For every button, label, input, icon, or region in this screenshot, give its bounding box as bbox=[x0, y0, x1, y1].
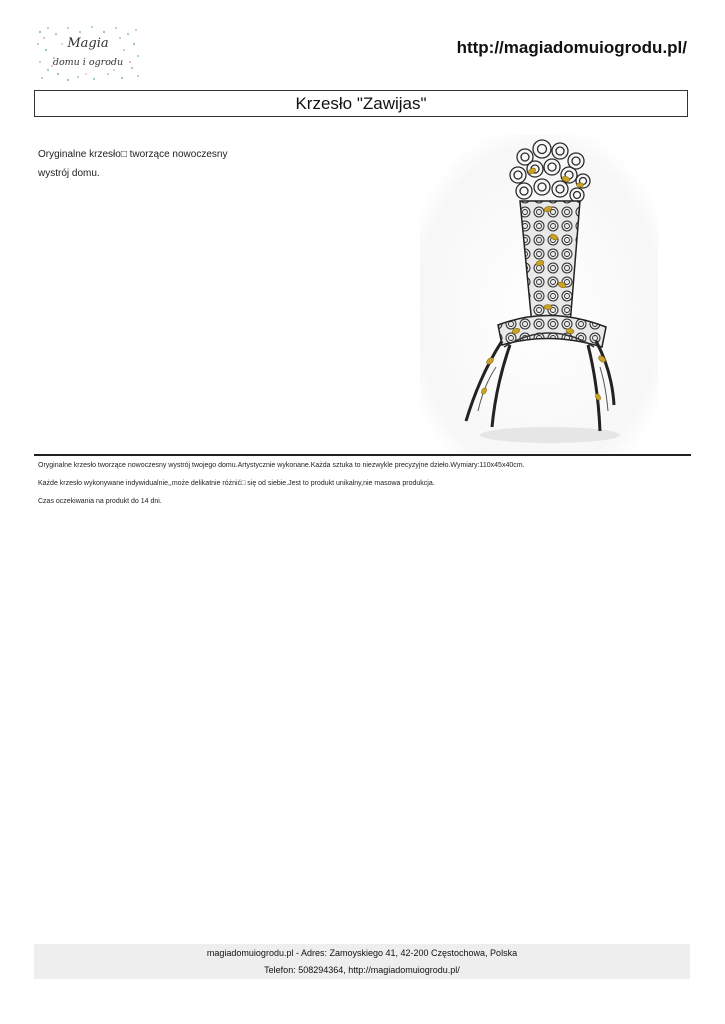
description-paragraph: Czas oczekiwania na produkt do 14 dni. bbox=[38, 498, 162, 505]
product-short-description: Oryginalne krzesło□ tworzące nowoczesny wystrój domu. bbox=[38, 149, 228, 179]
product-long-description bbox=[38, 461, 688, 515]
svg-text:Magia: Magia bbox=[67, 36, 109, 51]
page-footer bbox=[34, 944, 690, 979]
site-logo[interactable] bbox=[34, 24, 142, 82]
site-url-link[interactable]: http://magiadomuiogrodu.pl/ bbox=[456, 38, 687, 57]
ornamental-chair-icon bbox=[420, 135, 658, 453]
product-image bbox=[420, 135, 658, 453]
description-paragraph: Każde krzesło wykonywane indywidualnie,,może delikatnie różnić□ się od siebie.Jest to produkt unikalny,nie masowa produkcja. bbox=[38, 480, 435, 487]
product-title: Krzesło "Zawijas" bbox=[34, 90, 688, 117]
magia-logo-icon bbox=[34, 24, 142, 82]
description-paragraph: Oryginalne krzesło tworzące nowoczesny wystrój twojego domu.Artystycznie wykonane.Każda sztuka to niezwykle precyzyjne dzieło.Wymiary:110x45x40cm. bbox=[38, 462, 525, 469]
footer-address: magiadomuiogrodu.pl - Adres: Zamoyskiego 41, 42-200 Częstochowa, Polska bbox=[206, 948, 518, 958]
svg-text:domu i ogrodu: domu i ogrodu bbox=[52, 57, 124, 68]
section-divider bbox=[34, 454, 691, 456]
footer-contact: Telefon: 508294364, http://magiadomuiogrodu.pl/ bbox=[264, 965, 460, 975]
